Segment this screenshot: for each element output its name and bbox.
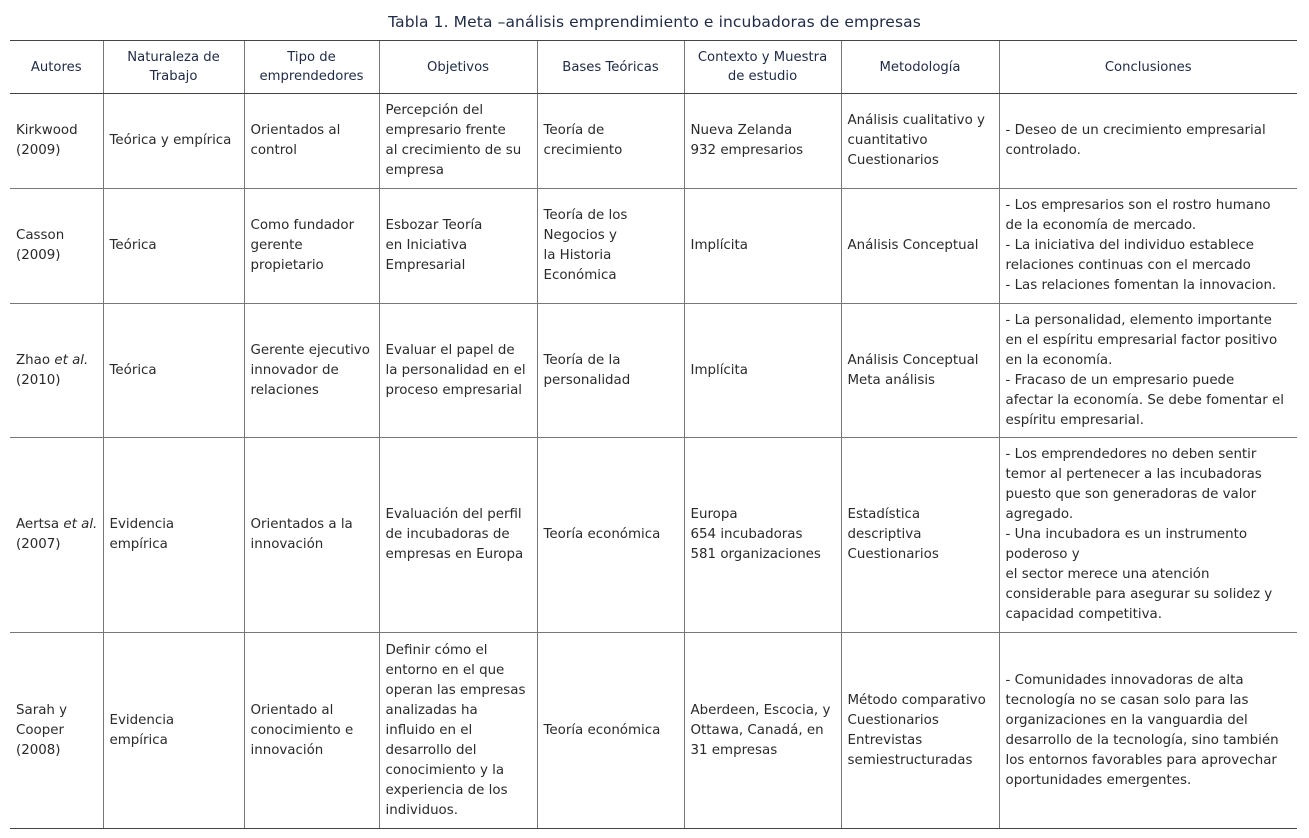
cell-metodologia [841, 304, 999, 438]
header-bases [537, 41, 684, 94]
conclusiones-line: en el espíritu empresarial factor positivo [1005, 332, 1278, 348]
author-year: Cooper (2008) [16, 722, 64, 758]
objetivos-line: experiencia de los [385, 782, 508, 798]
table-row [10, 189, 1297, 304]
objetivos-line: Esbozar Teoría [385, 218, 483, 233]
cell-autores [10, 304, 103, 438]
author-etal: et al. [63, 517, 98, 532]
cell-contexto [684, 633, 841, 829]
cell-metodologia [841, 94, 999, 189]
cell-naturaleza [103, 438, 244, 633]
cell-autores [10, 633, 103, 829]
objetivos-line: desarrollo del [385, 742, 477, 758]
objetivos-line: entorno en el que [385, 662, 505, 678]
header-line: Bases Teóricas [562, 59, 659, 75]
tipo-line: control [250, 143, 297, 158]
metodologia-line: Cuestionarios [847, 153, 939, 168]
conclusiones-line: - Los emprendedores no deben sentir [1005, 447, 1257, 462]
naturaleza-line: Evidencia [109, 712, 175, 728]
cell-tipo [244, 633, 379, 829]
cell-tipo [244, 438, 379, 633]
author-name-line [16, 351, 97, 371]
tipo-line: Orientados al [250, 123, 341, 138]
header-line: Tipo de [287, 50, 336, 65]
bases-line: Negocios y [543, 228, 617, 243]
conclusiones-line: agregado. [1005, 507, 1074, 522]
header-autores [10, 41, 103, 94]
table-row [10, 633, 1297, 829]
metodologia-line: Estadística [847, 507, 921, 522]
tipo-line: gerente [250, 238, 303, 253]
objetivos-line: empresas en Europa [385, 547, 524, 562]
bases-line: Teoría económica [543, 722, 661, 738]
author-etal: et al. [54, 352, 89, 368]
tipo-line: Gerente ejecutivo [250, 342, 370, 358]
bases-line: personalidad [543, 372, 631, 388]
cell-contexto [684, 304, 841, 438]
table-caption: Tabla 1. Meta –análisis emprendimiento e incubadoras de empresas [388, 13, 921, 31]
table-row [10, 94, 1297, 189]
author-name-line [16, 701, 97, 721]
contexto-line: Aberdeen, Escocia, y [690, 702, 831, 718]
cell-tipo [244, 94, 379, 189]
header-line: Metodología [879, 59, 961, 75]
objetivos-line: analizadas ha [385, 702, 478, 718]
objetivos-line: empresario frente [385, 123, 506, 138]
tipo-line: Orientado al [250, 702, 334, 718]
conclusiones-line: temor al pertenecer a las incubadoras [1005, 467, 1262, 482]
conclusiones-line: controlado. [1005, 143, 1081, 158]
conclusiones-line: de la economía de mercado. [1005, 218, 1197, 233]
objetivos-line: la personalidad en el [385, 362, 526, 378]
table-row [10, 304, 1297, 438]
author-name-line [16, 226, 97, 246]
author-name: Sarah y [16, 702, 68, 718]
conclusiones-line: poderoso y [1005, 547, 1080, 562]
conclusiones-line: - Fracaso de un empresario puede [1005, 372, 1235, 388]
cell-tipo [244, 304, 379, 438]
header-naturaleza [103, 41, 244, 94]
objetivos-line: conocimiento y la [385, 762, 505, 778]
cell-contexto [684, 94, 841, 189]
contexto-line: Ottawa, Canadá, en [690, 722, 824, 738]
tipo-line: Orientados a la [250, 517, 353, 532]
conclusiones-line: puesto que son generadoras de valor [1005, 487, 1257, 502]
author-year: (2010) [16, 372, 61, 388]
contexto-line: Implícita [690, 238, 748, 253]
metodologia-line: Meta análisis [847, 372, 936, 388]
metodologia-line: Análisis Conceptual [847, 352, 979, 368]
header-line: Trabajo [149, 69, 198, 84]
cell-bases [537, 438, 684, 633]
header-line: de estudio [727, 69, 798, 84]
conclusiones-line: - Los empresarios son el rostro humano [1005, 198, 1271, 213]
naturaleza-line: empírica [109, 537, 168, 552]
header-objetivos [379, 41, 537, 94]
bases-line: crecimiento [543, 143, 623, 158]
contexto-line: Europa [690, 507, 738, 522]
header-line: Contexto y Muestra [697, 50, 828, 65]
cell-naturaleza [103, 94, 244, 189]
cell-conclusiones [999, 304, 1297, 438]
conclusiones-line: desarrollo de la tecnología, sino también [1005, 732, 1279, 748]
cell-autores [10, 438, 103, 633]
cell-naturaleza [103, 633, 244, 829]
metodologia-line: Entrevistas [847, 732, 923, 748]
conclusiones-line: - Una incubadora es un instrumento [1005, 527, 1248, 542]
meta-analysis-table [10, 40, 1297, 829]
objetivos-line: Percepción del [385, 103, 484, 118]
header-conclusiones [999, 41, 1297, 94]
contexto-line: 581 organizaciones [690, 547, 821, 562]
naturaleza-line: Evidencia [109, 517, 175, 532]
tipo-line: Como fundador [250, 218, 355, 233]
author-name: Zhao [16, 352, 51, 368]
cell-objetivos [379, 304, 537, 438]
conclusiones-line: - Comunidades innovadoras de alta [1005, 672, 1244, 688]
author-name-line [16, 121, 97, 141]
cell-metodologia [841, 438, 999, 633]
author-name: Kirkwood [16, 123, 78, 138]
header-contexto [684, 41, 841, 94]
contexto-line: 932 empresarios [690, 143, 804, 158]
conclusiones-line: en la economía. [1005, 352, 1113, 368]
cell-objetivos [379, 633, 537, 829]
table-body [10, 94, 1297, 829]
objetivos-line: empresa [385, 163, 444, 178]
cell-conclusiones [999, 438, 1297, 633]
cell-bases [537, 189, 684, 304]
cell-bases [537, 304, 684, 438]
objetivos-line: Empresarial [385, 258, 466, 273]
bases-line: la Historia [543, 248, 612, 263]
objetivos-line: en Iniciativa [385, 238, 468, 253]
conclusiones-line: relaciones continuas con el mercado [1005, 258, 1251, 273]
author-name-line [16, 515, 97, 535]
conclusiones-line: considerable para asegurar su solidez y [1005, 587, 1273, 602]
tipo-line: innovación [250, 742, 324, 758]
cell-objetivos [379, 438, 537, 633]
cell-conclusiones [999, 189, 1297, 304]
objetivos-line: influido en el [385, 722, 473, 738]
objetivos-line: Evaluación del perfil [385, 507, 522, 522]
conclusiones-line: capacidad competitiva. [1005, 607, 1162, 622]
objetivos-line: proceso empresarial [385, 382, 522, 398]
header-line: emprendedores [259, 69, 364, 84]
contexto-line: 31 empresas [690, 742, 778, 758]
cell-objetivos [379, 189, 537, 304]
cell-contexto [684, 438, 841, 633]
cell-conclusiones [999, 633, 1297, 829]
author-year: (2009) [16, 143, 61, 158]
tipo-line: innovador de [250, 362, 339, 378]
author-year: (2007) [16, 537, 61, 552]
contexto-line: Nueva Zelanda [690, 123, 793, 138]
conclusiones-line: afectar la economía. Se debe fomentar el [1005, 392, 1284, 408]
author-year: (2009) [16, 248, 61, 263]
conclusiones-line: oportunidades emergentes. [1005, 772, 1192, 788]
tipo-line: innovación [250, 537, 324, 552]
cell-naturaleza [103, 304, 244, 438]
cell-conclusiones [999, 94, 1297, 189]
conclusiones-line: tecnología no se casan solo para las [1005, 692, 1249, 708]
naturaleza-line: Teórica [109, 238, 157, 253]
contexto-line: 654 incubadoras [690, 527, 803, 542]
naturaleza-line: Teórica [109, 362, 157, 378]
naturaleza-line: Teórica y empírica [109, 133, 232, 148]
conclusiones-line: organizaciones en la vanguardia del [1005, 712, 1248, 728]
author-name: Aertsa [16, 517, 60, 532]
table-row [10, 438, 1297, 633]
bases-line: Teoría de la [543, 352, 621, 368]
contexto-line: Implícita [690, 362, 748, 378]
cell-bases [537, 633, 684, 829]
bases-line: Económica [543, 268, 617, 283]
bases-line: Teoría de los [543, 208, 628, 223]
tipo-line: propietario [250, 258, 324, 273]
conclusiones-line: - Deseo de un crecimiento empresarial [1005, 123, 1266, 138]
metodologia-line: descriptiva [847, 527, 922, 542]
metodologia-line: Método comparativo [847, 692, 986, 708]
metodologia-line: Análisis cualitativo y [847, 113, 985, 128]
header-metodologia [841, 41, 999, 94]
objetivos-line: individuos. [385, 802, 458, 818]
header-tipo [244, 41, 379, 94]
metodologia-line: Cuestionarios [847, 712, 939, 728]
cell-autores [10, 94, 103, 189]
objetivos-line: operan las empresas [385, 682, 526, 698]
header-line: Autores [30, 59, 82, 75]
cell-objetivos [379, 94, 537, 189]
cell-autores [10, 189, 103, 304]
naturaleza-line: empírica [109, 732, 168, 748]
cell-contexto [684, 189, 841, 304]
tipo-line: relaciones [250, 382, 319, 398]
objetivos-line: al crecimiento de su [385, 143, 522, 158]
conclusiones-line: el sector merece una atención [1005, 567, 1210, 582]
cell-tipo [244, 189, 379, 304]
author-name: Casson [16, 228, 65, 243]
header-row [10, 41, 1297, 94]
conclusiones-line: espíritu empresarial. [1005, 412, 1144, 428]
tipo-line: conocimiento e [250, 722, 354, 738]
bases-line: Teoría de [543, 123, 605, 138]
bases-line: Teoría económica [543, 527, 661, 542]
cell-metodologia [841, 189, 999, 304]
header-line: Conclusiones [1104, 59, 1192, 75]
metodologia-line: cuantitativo [847, 133, 928, 148]
objetivos-line: Evaluar el papel de [385, 342, 515, 358]
header-line: Naturaleza de [127, 50, 220, 65]
metodologia-line: Análisis Conceptual [847, 238, 979, 253]
cell-metodologia [841, 633, 999, 829]
cell-bases [537, 94, 684, 189]
metodologia-line: Cuestionarios [847, 547, 939, 562]
metodologia-line: semiestructuradas [847, 752, 973, 768]
conclusiones-line: los entornos favorables para aprovechar [1005, 752, 1277, 768]
objetivos-line: de incubadoras de [385, 527, 510, 542]
header-line: Objetivos [426, 59, 490, 75]
cell-naturaleza [103, 189, 244, 304]
conclusiones-line: - Las relaciones fomentan la innovacion. [1005, 278, 1277, 293]
objetivos-line: Definir cómo el [385, 642, 488, 658]
conclusiones-line: - La iniciativa del individuo establece [1005, 238, 1255, 253]
conclusiones-line: - La personalidad, elemento importante [1005, 312, 1272, 328]
